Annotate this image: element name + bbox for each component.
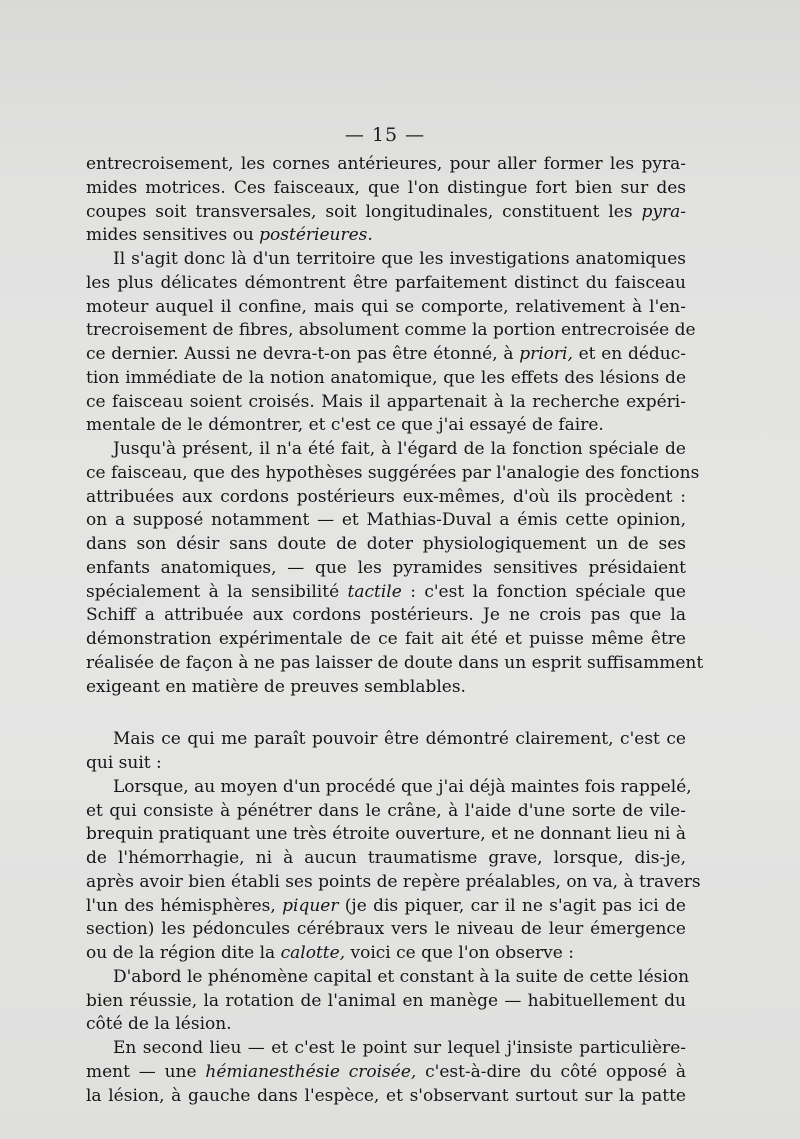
italic-text: hémianesthésie croisée, bbox=[205, 1061, 417, 1082]
text-line: En second lieu — et c'est le point sur lequel j'insiste particulière- bbox=[113, 1038, 686, 1058]
text-line: Il s'agit donc là d'un territoire que les investigations anatomiques bbox=[113, 249, 686, 269]
text-line: mentale de le démontrer, et c'est ce que j'ai essayé de faire. bbox=[86, 415, 604, 436]
paragraph-1 bbox=[86, 153, 686, 248]
paragraph-7 bbox=[86, 1037, 686, 1108]
text-line: ce dernier. Aussi ne devra-t-on pas être étonné, à priori, et en déduc- bbox=[86, 344, 686, 364]
italic-text: piquer bbox=[282, 895, 339, 916]
text-line: ce faisceau, que des hypothèses suggérées par l'analogie des fonctions bbox=[86, 462, 700, 483]
text-line: D'abord le phénomène capital et constant à la suite de cette lésion bbox=[113, 966, 690, 987]
text-line: enfants anatomiques, — que les pyramides sensitives présidaient bbox=[86, 557, 686, 578]
text-line: spécialement à la sensibilité tactile : c'est la fonction spéciale que bbox=[86, 581, 686, 602]
body-text bbox=[86, 153, 704, 1108]
italic-text: pyra- bbox=[641, 201, 686, 222]
paragraph-3 bbox=[86, 438, 704, 699]
text-line: l'un des hémisphères, piquer (je dis piquer, car il ne s'agit pas ici de bbox=[86, 895, 686, 916]
italic-text: priori, bbox=[519, 344, 573, 364]
paragraph-2 bbox=[86, 248, 696, 438]
text-line: attribuées aux cordons postérieurs eux-mêmes, d'où ils procèdent : bbox=[86, 486, 686, 507]
text-line: et qui consiste à pénétrer dans le crâne, à l'aide d'une sorte de vile- bbox=[86, 800, 686, 821]
text-line: la lésion, à gauche dans l'espèce, et s'observant surtout sur la patte bbox=[86, 1085, 686, 1106]
text-line: démonstration expérimentale de ce fait ait été et puisse même être bbox=[86, 629, 686, 649]
paragraph-4 bbox=[86, 728, 686, 776]
page-number: — 15 — bbox=[344, 124, 426, 146]
text-line: côté de la lésion. bbox=[86, 1014, 232, 1035]
text-line: brequin pratiquant une très étroite ouverture, et ne donnant lieu ni à bbox=[86, 824, 686, 845]
text-line: Mais ce qui me paraît pouvoir être démontré clairement, c'est ce bbox=[113, 729, 686, 750]
text-line: les plus délicates démontrent être parfaitement distinct du faisceau bbox=[86, 272, 686, 293]
paragraph-6 bbox=[86, 966, 690, 1037]
text-line: Jusqu'à présent, il n'a été fait, à l'égard de la fonction spéciale de bbox=[113, 439, 686, 459]
text-line: dans son désir sans doute de doter physiologiquement un de ses bbox=[86, 534, 686, 554]
text-line: section) les pédoncules cérébraux vers le niveau de leur émergence bbox=[86, 919, 686, 940]
text-line: ou de la région dite la calotte, voici ce que l'on observe : bbox=[86, 943, 574, 963]
italic-text: calotte, bbox=[280, 943, 346, 963]
text-line: exigeant en matière de preuves semblables. bbox=[86, 676, 466, 697]
text-line: mides motrices. Ces faisceaux, que l'on distingue fort bien sur des bbox=[86, 177, 686, 198]
paragraph-5 bbox=[86, 776, 701, 966]
text-line: ce faisceau soient croisés. Mais il appartenait à la recherche expéri- bbox=[86, 391, 686, 412]
text-line: moteur auquel il confine, mais qui se comporte, relativement à l'en- bbox=[86, 296, 686, 317]
text-line: tion immédiate de la notion anatomique, que les effets des lésions de bbox=[86, 367, 686, 388]
text-line: trecroisement de fibres, absolument comme la portion entrecroisée de bbox=[86, 320, 696, 341]
text-line: de l'hémorrhagie, ni à aucun traumatisme grave, lorsque, dis-je, bbox=[86, 848, 686, 868]
italic-text: tactile bbox=[347, 581, 402, 602]
text-line: réalisée de façon à ne pas laisser de doute dans un esprit suffisamment bbox=[86, 652, 704, 673]
text-line: Lorsque, au moyen d'un procédé que j'ai déjà maintes fois rappelé, bbox=[113, 776, 692, 797]
text-line: coupes soit transversales, soit longitudinales, constituent les pyra- bbox=[86, 201, 686, 222]
text-line: Schiff a attribuée aux cordons postérieurs. Je ne crois pas que la bbox=[86, 605, 686, 626]
italic-text: postérieures. bbox=[259, 225, 373, 246]
text-line: ment — une hémianesthésie croisée, c'est-à-dire du côté opposé à bbox=[86, 1061, 686, 1082]
text-line: après avoir bien établi ses points de repère préalables, on va, à travers bbox=[86, 871, 701, 892]
text-line: qui suit : bbox=[86, 753, 162, 773]
text-line: bien réussie, la rotation de l'animal en manège — habituellement du bbox=[86, 990, 686, 1011]
text-line: on a supposé notamment — et Mathias-Duval a émis cette opinion, bbox=[86, 510, 686, 531]
text-line: mides sensitives ou postérieures. bbox=[86, 225, 373, 246]
text-line: entrecroisement, les cornes antérieures, pour aller former les pyra- bbox=[86, 154, 686, 174]
